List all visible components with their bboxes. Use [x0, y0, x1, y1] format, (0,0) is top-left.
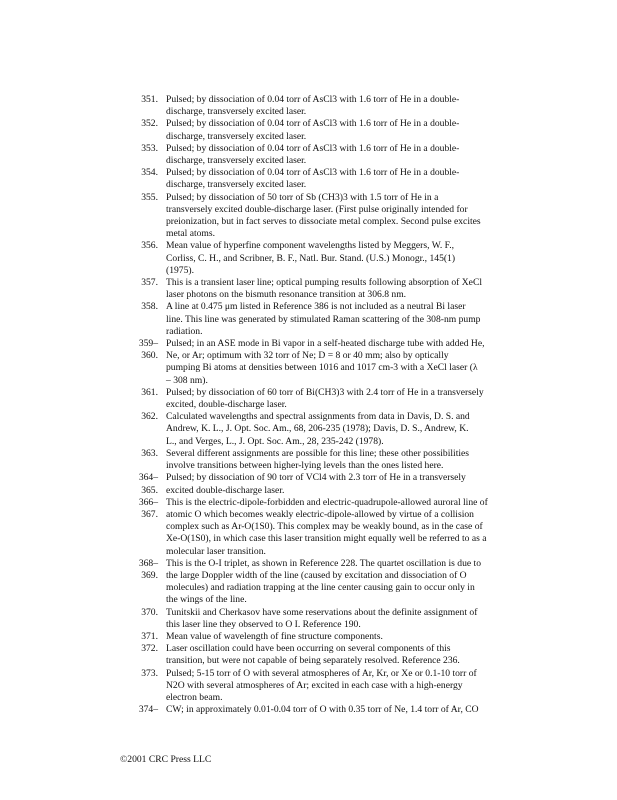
note-number-line: 368–	[138, 557, 158, 569]
note-text-line: discharge, transversely excited laser.	[166, 155, 307, 167]
note-text-line: involve transitions between higher-lying levels than the ones listed here.	[166, 460, 444, 472]
note-text-line: laser photons on the bismuth resonance transition at 306.8 nm.	[166, 289, 407, 301]
note-number	[120, 497, 158, 558]
note-number	[120, 118, 158, 142]
note-text	[166, 94, 500, 118]
note-text-line: A line at 0.475 μm listed in Reference 386 is not included as a neutral Bi laser	[166, 301, 466, 313]
note-text	[166, 631, 500, 643]
note-entry	[120, 411, 500, 448]
note-text-line: Pulsed; by dissociation of 90 torr of VCl4 with 2.3 torr of He in a transversely	[166, 472, 466, 484]
note-number-line: 353.	[141, 142, 158, 154]
note-number-line: 363.	[141, 447, 158, 459]
note-number-line: 374–	[138, 704, 158, 716]
note-text-line: Xe-O(1S0), in which case this laser transition might equally well be referred to as a	[166, 533, 487, 545]
note-number	[120, 472, 158, 496]
note-text-line: molecular laser transition.	[166, 545, 266, 557]
note-text-line: Pulsed; by dissociation of 0.04 torr of AsCl3 with 1.6 torr of He in a double-	[166, 142, 460, 154]
note-text-line: Andrew, K. L., J. Opt. Soc. Am., 68, 206-235 (1978); Davis, D. S., Andrew, K.	[166, 423, 469, 435]
note-text-line: discharge, transversely excited laser.	[166, 130, 307, 142]
note-text-line: Pulsed; by dissociation of 50 torr of Sb (CH3)3 with 1.5 torr of He in a	[166, 191, 439, 203]
note-text-line: the large Doppler width of the line (caused by excitation and dissociation of O	[166, 569, 467, 581]
note-number	[120, 240, 158, 277]
note-number	[120, 558, 158, 607]
note-text	[166, 668, 500, 705]
note-entry	[120, 448, 500, 472]
note-number	[120, 192, 158, 241]
note-entry	[120, 607, 500, 631]
note-number	[120, 668, 158, 705]
note-text-line: molecules) and radiation trapping at the line center causing gain to occur only in	[166, 582, 475, 594]
note-entry	[120, 631, 500, 643]
note-text	[166, 240, 500, 277]
note-text	[166, 118, 500, 142]
note-text-line: Pulsed; 5-15 torr of O with several atmospheres of Ar, Kr, or Xe or 0.1-10 torr of	[166, 667, 477, 679]
note-number	[120, 277, 158, 301]
note-entry	[120, 558, 500, 607]
note-text	[166, 607, 500, 631]
note-number	[120, 704, 158, 716]
note-number	[120, 643, 158, 667]
note-number-line: 356.	[141, 240, 158, 252]
note-text-line: Pulsed; by dissociation of 60 torr of Bi(CH3)3 with 2.4 torr of He in a transversely	[166, 386, 484, 398]
note-number-line: 372.	[141, 643, 158, 655]
notes-list	[120, 94, 500, 716]
note-number-line: 366–	[138, 496, 158, 508]
note-number	[120, 143, 158, 167]
note-number	[120, 631, 158, 643]
note-text-line: Ne, or Ar; optimum with 32 torr of Ne; D = 8 or 40 mm; also by optically	[166, 350, 449, 362]
note-text-line: excited, double-discharge laser.	[166, 399, 287, 411]
note-number	[120, 167, 158, 191]
note-text-line: This is a transient laser line; optical pumping results following absorption of XeCl	[166, 277, 483, 289]
note-number-line: 362.	[141, 411, 158, 423]
note-text	[166, 558, 500, 607]
note-text-line: Corliss, C. H., and Scribner, B. F., Natl. Bur. Stand. (U.S.) Monogr., 145(1)	[166, 252, 456, 264]
note-text-line: This is the electric-dipole-forbidden and electric-quadrupole-allowed auroral line of	[166, 496, 488, 508]
note-text-line: this laser line they observed to O I. Reference 190.	[166, 618, 361, 630]
note-number	[120, 301, 158, 338]
note-entry	[120, 118, 500, 142]
note-entry	[120, 472, 500, 496]
note-text-line: atomic O which becomes weakly electric-dipole-allowed by virtue of a collision	[166, 508, 474, 520]
note-number-line: 364–	[138, 472, 158, 484]
note-entry	[120, 704, 500, 716]
note-number	[120, 94, 158, 118]
note-number-line: 359–	[138, 338, 158, 350]
note-number	[120, 411, 158, 448]
note-text	[166, 704, 500, 716]
note-text	[166, 387, 500, 411]
note-text-line: Laser oscillation could have been occurring on several components of this	[166, 643, 451, 655]
note-text-line: line. This line was generated by stimulated Raman scattering of the 308-nm pump	[166, 313, 481, 325]
note-text-line: Pulsed; by dissociation of 0.04 torr of AsCl3 with 1.6 torr of He in a double-	[166, 118, 460, 130]
note-text	[166, 643, 500, 667]
note-entry	[120, 240, 500, 277]
note-entry	[120, 192, 500, 241]
note-number-line: 358.	[141, 301, 158, 313]
note-text-line: N2O with several atmospheres of Ar; excited in each case with a high-energy	[166, 679, 463, 691]
note-number-line: 369.	[141, 569, 158, 581]
note-text-line: radiation.	[166, 325, 203, 337]
note-text-line: excited double-discharge laser.	[166, 484, 285, 496]
note-entry	[120, 668, 500, 705]
note-number	[120, 387, 158, 411]
note-text	[166, 301, 500, 338]
note-text-line: transversely excited double-discharge laser. (First pulse originally intended for	[166, 203, 468, 215]
note-text-line: (1975).	[166, 264, 194, 276]
note-text-line: discharge, transversely excited laser.	[166, 106, 307, 118]
note-number-line: 355.	[141, 191, 158, 203]
note-number-line: 357.	[141, 277, 158, 289]
note-text	[166, 167, 500, 191]
note-entry	[120, 94, 500, 118]
note-number-line: 371.	[141, 630, 158, 642]
note-entry	[120, 143, 500, 167]
note-entry	[120, 338, 500, 387]
note-number	[120, 448, 158, 472]
note-number-line: 352.	[141, 118, 158, 130]
note-entry	[120, 277, 500, 301]
note-text-line: CW; in approximately 0.01-0.04 torr of O with 0.35 torr of Ne, 1.4 torr of Ar, CO	[166, 704, 479, 716]
note-text-line: the wings of the line.	[166, 594, 247, 606]
note-text	[166, 338, 500, 387]
note-number-line: 370.	[141, 606, 158, 618]
note-text-line: pumping Bi atoms at densities between 1016 and 1017 cm-3 with a XeCl laser (λ	[166, 362, 478, 374]
note-number-line: 367.	[141, 508, 158, 520]
note-text-line: Mean value of hyperfine component wavelengths listed by Meggers, W. F.,	[166, 240, 455, 252]
note-text	[166, 192, 500, 241]
note-text	[166, 497, 500, 558]
note-number	[120, 607, 158, 631]
note-text-line: Pulsed; in an ASE mode in Bi vapor in a self-heated discharge tube with added He,	[166, 338, 485, 350]
note-text-line: electron beam.	[166, 691, 223, 703]
note-text-line: – 308 nm).	[166, 374, 208, 386]
note-text	[166, 411, 500, 448]
note-number-line: 354.	[141, 167, 158, 179]
note-number-line: 351.	[141, 94, 158, 105]
note-text	[166, 448, 500, 472]
note-number-line: 361.	[141, 386, 158, 398]
note-text	[166, 472, 500, 496]
note-text-line: Tunitskii and Cherkasov have some reservations about the definite assignment of	[166, 606, 478, 618]
note-number-line: 360.	[141, 350, 158, 362]
note-text-line: Pulsed; by dissociation of 0.04 torr of AsCl3 with 1.6 torr of He in a double-	[166, 94, 460, 105]
note-text-line: Mean value of wavelength of fine structure components.	[166, 630, 383, 642]
note-number-line: 373.	[141, 667, 158, 679]
note-text	[166, 277, 500, 301]
note-text	[166, 143, 500, 167]
note-entry	[120, 301, 500, 338]
note-text-line: transition, but were not capable of being separately resolved. Reference 236.	[166, 655, 460, 667]
note-text-line: Several different assignments are possible for this line; these other possibilities	[166, 447, 470, 459]
note-number	[120, 338, 158, 387]
note-entry	[120, 167, 500, 191]
note-text-line: metal atoms.	[166, 228, 216, 240]
note-text-line: preionization, but in fact serves to dissociate metal complex. Second pulse excites	[166, 216, 481, 228]
note-text-line: Pulsed; by dissociation of 0.04 torr of AsCl3 with 1.6 torr of He in a double-	[166, 167, 460, 179]
copyright-footer: ©2001 CRC Press LLC	[120, 754, 212, 765]
note-text-line: L., and Verges, L., J. Opt. Soc. Am., 28, 235-242 (1978).	[166, 435, 384, 447]
note-text-line: This is the O-I triplet, as shown in Reference 228. The quartet oscillation is due to	[166, 557, 482, 569]
note-text-line: complex such as Ar-O(1S0). This complex may be weakly bound, as in the case of	[166, 521, 483, 533]
note-entry	[120, 387, 500, 411]
note-number-line: 365.	[141, 484, 158, 496]
note-text-line: Calculated wavelengths and spectral assignments from data in Davis, D. S. and	[166, 411, 470, 423]
note-text-line: discharge, transversely excited laser.	[166, 179, 307, 191]
note-entry	[120, 497, 500, 558]
note-entry	[120, 643, 500, 667]
